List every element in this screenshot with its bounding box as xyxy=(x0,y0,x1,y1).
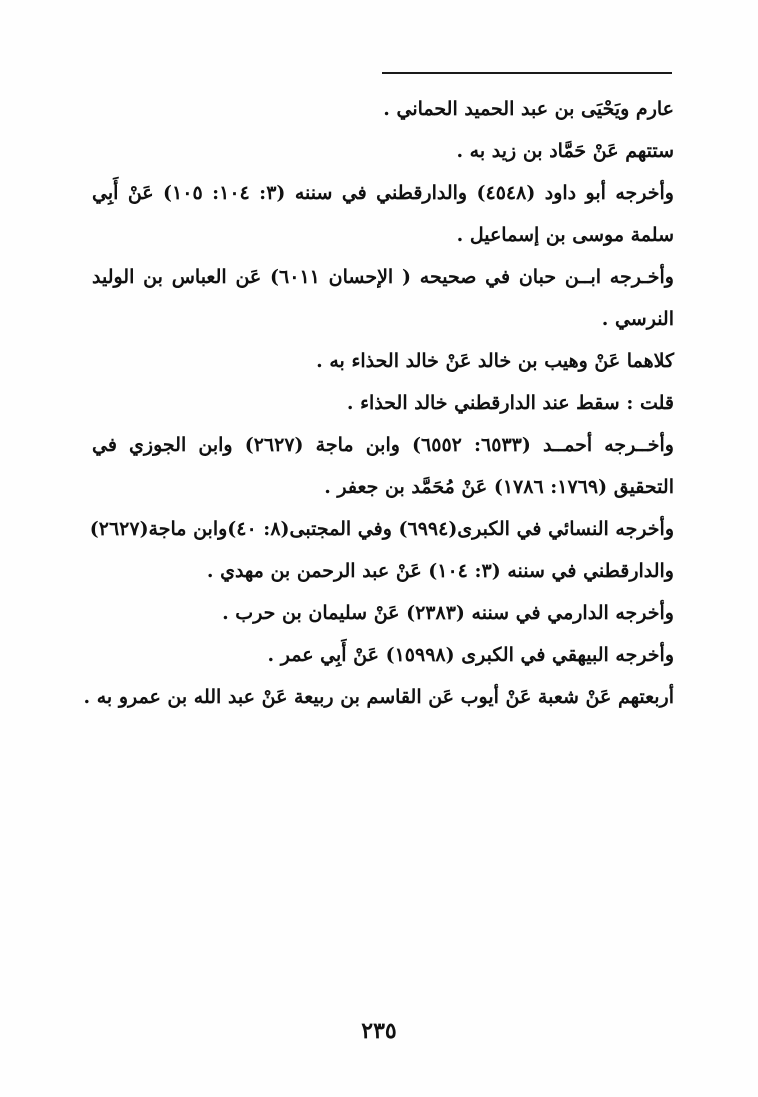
text-line: سلمة موسى بن إسماعيل . xyxy=(456,224,674,246)
text-line: قلت : سقط عند الدارقطني خالد الحذاء . xyxy=(346,392,674,414)
text-line: والدارقطني في سننه (٣: ١٠٤) عَنْ عبد الرحمن بن مهدي . xyxy=(206,560,674,582)
text-line: وأخرجه النسائي في الكبرى(٦٩٩٤) وفي المجتبى(٨: ٤٠)وابن ماجة(٢٦٢٧) xyxy=(89,518,674,540)
hadith-references-text xyxy=(83,88,674,718)
text-line: ستتهم عَنْ حَمَّاد بن زيد به . xyxy=(456,140,674,162)
page-number: ٢٣٥ xyxy=(361,1018,397,1044)
text-line: أربعتهم عَنْ شعبة عَنْ أيوب عَن القاسم بن ربيعة عَنْ عبد الله بن عمرو به . xyxy=(83,686,674,708)
text-line: وأخــرجه أحمــد (٦٥٣٣: ٦٥٥٢) وابن ماجة (٢٦٢٧) وابن الجوزي في xyxy=(92,434,674,456)
text-line: وأخرجه الدارمي في سننه (٢٣٨٣) عَنْ سليمان بن حرب . xyxy=(222,602,674,624)
text-line: كلاهما عَنْ وهيب بن خالد عَنْ خالد الحذاء به . xyxy=(316,350,674,372)
text-line: التحقيق (١٧٦٩: ١٧٨٦) عَنْ مُحَمَّد بن جعفر . xyxy=(324,476,674,498)
text-line: عارم ويَحْيَى بن عبد الحميد الحماني . xyxy=(383,98,674,120)
top-divider-line xyxy=(382,72,672,74)
text-line: النرسي . xyxy=(601,308,674,330)
text-line: وأخرجه أبو داود (٤٥٤٨) والدارقطني في سننه (٣: ١٠٤: ١٠٥) عَنْ أَبِي xyxy=(92,182,674,204)
text-line: وأخرجه البيهقي في الكبرى (١٥٩٩٨) عَنْ أَبِي عمر . xyxy=(267,644,674,666)
text-line: وأخـرجه ابــن حبان في صحيحه ( الإحسان ٦٠١١) عَن العباس بن الوليد xyxy=(92,266,674,288)
